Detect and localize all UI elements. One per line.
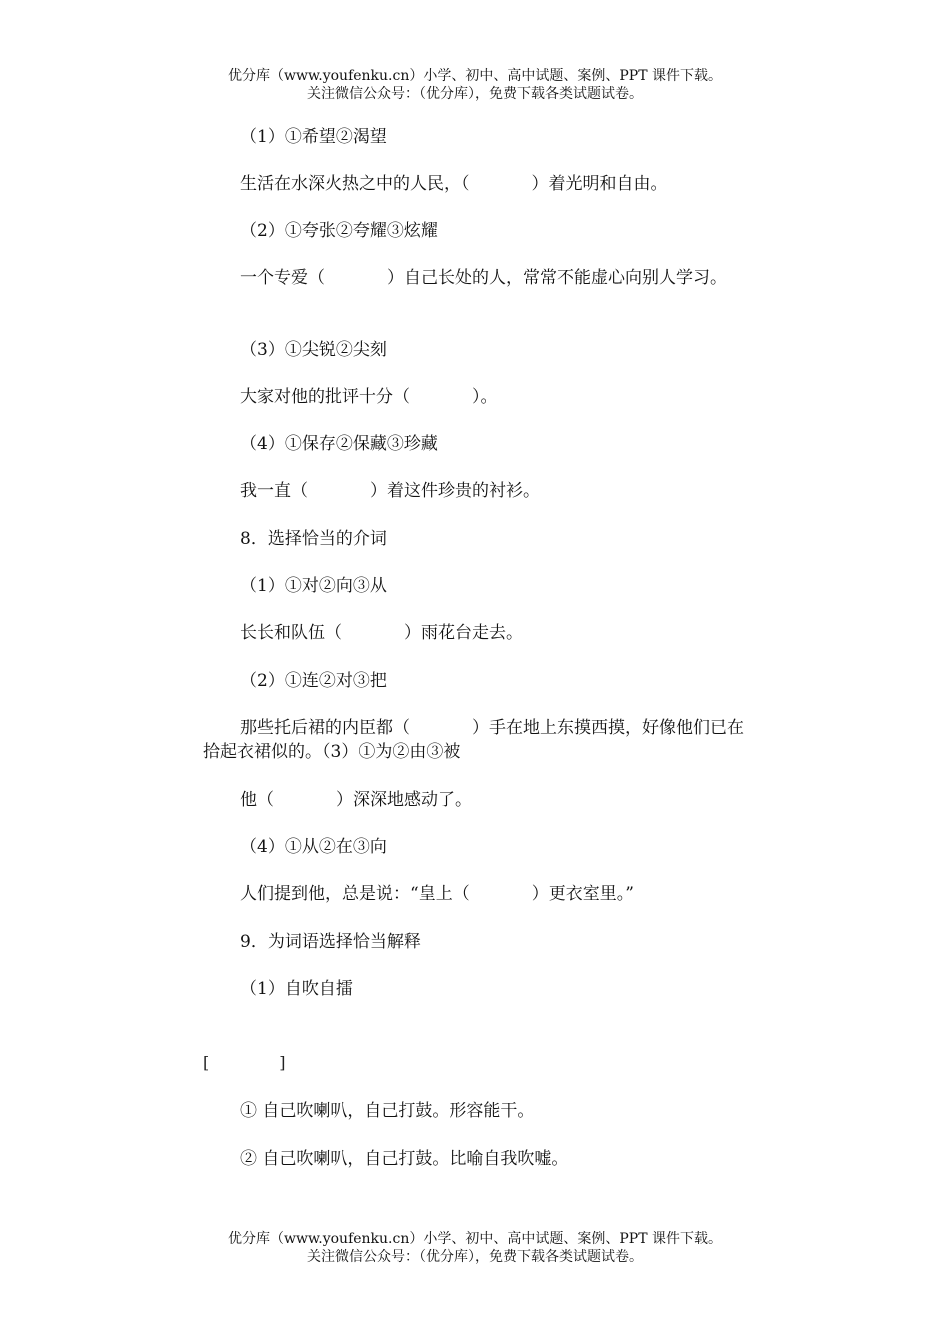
page-header xyxy=(0,67,950,103)
q7-1-options: （1）①希望②渴望 xyxy=(240,127,387,147)
q8-3-sentence xyxy=(240,788,472,812)
q7-4-options: （4）①保存②保藏③珍藏 xyxy=(240,434,438,454)
q8-title: 8．选择恰当的介词 xyxy=(240,529,387,549)
q8-4-text-before: 人们提到他，总是说：“皇上（ xyxy=(240,884,470,904)
q8-3-text-before: 他（ xyxy=(240,790,274,810)
q7-3-text-before: 大家对他的批评十分（ xyxy=(240,387,410,407)
q8-1-text-after: ）雨花台走去。 xyxy=(404,623,523,643)
q8-2-sentence xyxy=(203,716,753,764)
q8-4-sentence xyxy=(240,882,634,906)
header-line-2: 关注微信公众号：（优分库），免费下载各类试题试卷。 xyxy=(307,86,643,102)
q7-2-sentence xyxy=(203,266,753,290)
q7-1-text-before: 生活在水深火热之中的人民，（ xyxy=(240,174,470,194)
q8-1-options: （1）①对②向③从 xyxy=(240,576,387,596)
q8-2-options: （2）①连②对③把 xyxy=(240,671,387,691)
q8-2-text-before: 那些托后裙的内臣都（ xyxy=(240,718,410,738)
q7-3-text-after: ）。 xyxy=(472,387,498,407)
q9-1-choice-2: ② 自己吹喇叭，自己打鼓。比喻自我吹嘘。 xyxy=(240,1149,569,1169)
q8-1-text-before: 长长和队伍（ xyxy=(240,623,342,643)
bracket-open: [ xyxy=(203,1053,210,1072)
answer-bracket[interactable] xyxy=(203,1051,286,1075)
header-line-1: 优分库（www.youfenku.cn）小学、初中、高中试题、案例、PPT 课件下载。 xyxy=(227,68,722,84)
footer-line-2: 关注微信公众号：（优分库），免费下载各类试题试卷。 xyxy=(307,1249,643,1265)
q9-1-choice-1: ① 自己吹喇叭，自己打鼓。形容能干。 xyxy=(240,1101,535,1121)
page-footer xyxy=(0,1230,950,1266)
q9-title: 9．为词语选择恰当解释 xyxy=(240,932,421,952)
q7-4-sentence xyxy=(240,479,540,503)
q7-1-sentence xyxy=(240,172,668,196)
q7-3-options: （3）①尖锐②尖刻 xyxy=(240,340,387,360)
q8-2-text-after: ）手在地上东摸西摸，好像他们已在拾起衣裙似的。（3）①为②由③被 xyxy=(203,718,744,762)
footer-line-1: 优分库（www.youfenku.cn）小学、初中、高中试题、案例、PPT 课件下载。 xyxy=(227,1231,722,1247)
q8-4-options: （4）①从②在③向 xyxy=(240,837,387,857)
q8-3-text-after: ）深深地感动了。 xyxy=(336,790,472,810)
q7-2-text-before: 一个专爱（ xyxy=(240,268,325,288)
q7-4-text-after: ）着这件珍贵的衬衫。 xyxy=(370,481,540,501)
q7-4-text-before: 我一直（ xyxy=(240,481,308,501)
q9-1-options: （1）自吹自擂 xyxy=(240,979,353,999)
q7-1-text-after: ）着光明和自由。 xyxy=(531,174,668,194)
q7-3-sentence xyxy=(240,385,498,409)
q8-1-sentence xyxy=(240,621,523,645)
q7-2-options: （2）①夸张②夸耀③炫耀 xyxy=(240,221,438,241)
bracket-close: ] xyxy=(279,1053,286,1072)
q8-4-text-after: ）更衣室里。” xyxy=(531,884,634,904)
q7-2-text-after: ）自己长处的人，常常不能虚心向别人学习。 xyxy=(387,268,727,288)
